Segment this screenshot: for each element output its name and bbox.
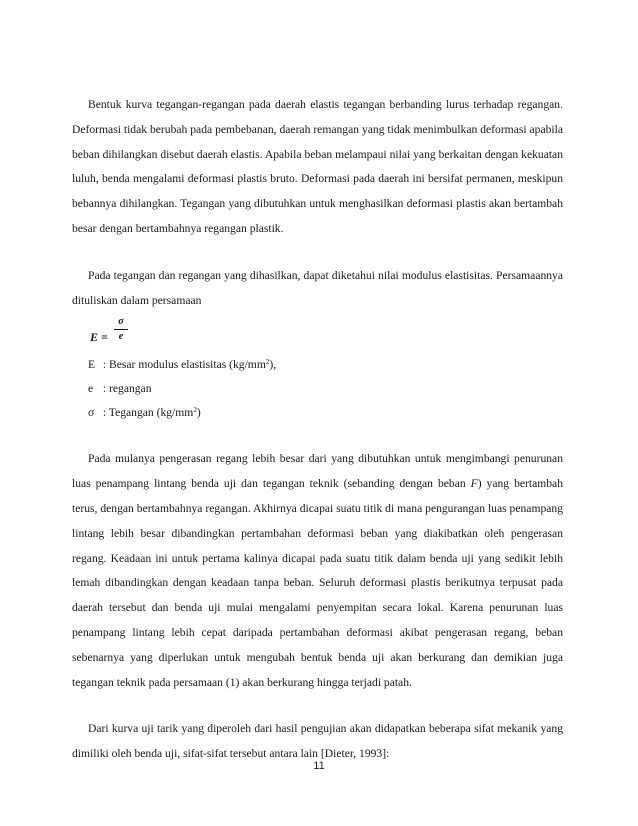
definition-suffix: ), xyxy=(269,358,277,372)
formula-denominator: e xyxy=(118,331,124,343)
definition-symbol: σ xyxy=(88,406,95,420)
page-number: 11 xyxy=(313,760,325,772)
definition-text: : Besar modulus elastisitas (kg/mm xyxy=(100,358,266,372)
definition-superscript: 2 xyxy=(265,358,270,367)
paragraph-mechanical-properties: Dari kurva uji tarik yang diperoleh dari hasil pengujian akan didapatkan beberapa sifat mekanik yang dimiliki oleh benda uji, sifat-sifat tersebut antara lain [Dieter, 1993]: xyxy=(72,722,563,761)
paragraph-gap xyxy=(72,425,563,447)
definition-symbol: e xyxy=(88,382,94,396)
definition-text: : Tegangan (kg/mm xyxy=(100,406,194,420)
formula-fraction xyxy=(114,316,128,343)
formula-numerator: σ xyxy=(118,316,124,328)
paragraph-modulus-intro: Pada tegangan dan regangan yang dihasilkan, dapat diketahui nilai modulus elastisitas. Persamaannya dituliskan dalam persamaan xyxy=(72,268,563,307)
document-body xyxy=(72,93,563,767)
definition-text: : regangan xyxy=(100,382,152,396)
fraction-bar xyxy=(114,329,128,330)
definition-superscript: 2 xyxy=(193,406,197,415)
definition-symbol: E xyxy=(88,358,96,372)
definition-suffix: ) xyxy=(196,406,201,420)
paragraph-gap xyxy=(72,695,563,717)
paragraph-elastic-region: Bentuk kurva tegangan-regangan pada daerah elastis tegangan berbanding lurus terhadap regangan. Deformasi tidak berubah pada pembebanan, daerah remangan yang tidak menimbulkan deformasi apabila beban dihilangkan disebut daerah elastis. Apabila beban melampaui nilai yang berkaitan dengan kekuatan luluh, benda mengalami deformasi plastis bruto. Deformasi pada daerah ini bersifat permanen, meskipun bebannya dihilangkan. Tegangan yang dibutuhkan untuk menghasilkan deformasi plastis akan bertambah besar dengan bertambahnya regangan plastik. xyxy=(72,98,563,235)
modulus-formula xyxy=(90,316,563,347)
paragraph-text: Pada mulanya pengerasan regang lebih besar dari yang dibutuhkan untuk mengimbangi penurunan luas penampang lintang benda uji dan tegangan teknik (sebanding dengan beban xyxy=(72,452,563,491)
paragraph-gap xyxy=(72,242,563,264)
paragraph-strain-hardening xyxy=(72,447,563,695)
formula-lhs: E = xyxy=(90,330,108,345)
definition-modulus xyxy=(88,353,563,377)
variable-f: F xyxy=(470,477,478,491)
definition-strain xyxy=(88,377,563,401)
paragraph-text: ) yang bertambah terus, dengan bertambahnya regangan. Akhirnya dicapai suatu titik di mana pengurangan luas penampang lintang lebih besar dibandingkan pertambahan deformasi beban yang diakibatkan oleh pengerasan regang. Keadaan ini untuk pertama kalinya dicapai pada suatu titik dalam benda uji yang sedikit lebih lemah dibandingkan dengan keadaan tanpa beban. Seluruh deformasi plastis berikutnya terpusat pada daerah tersebut dan benda uji mulai mengalami penyempitan secara lokal. Karena penurunan luas penampang lintang lebih cepat daripada pertambahan deformasi akibat pengerasan regang, beban sebenarnya yang diperlukan untuk mengubah bentuk benda uji akan berkurang dan demikian juga tegangan teknik pada persamaan (1) akan berkurang hingga terjadi patah. xyxy=(72,477,564,689)
definition-stress xyxy=(88,401,563,425)
